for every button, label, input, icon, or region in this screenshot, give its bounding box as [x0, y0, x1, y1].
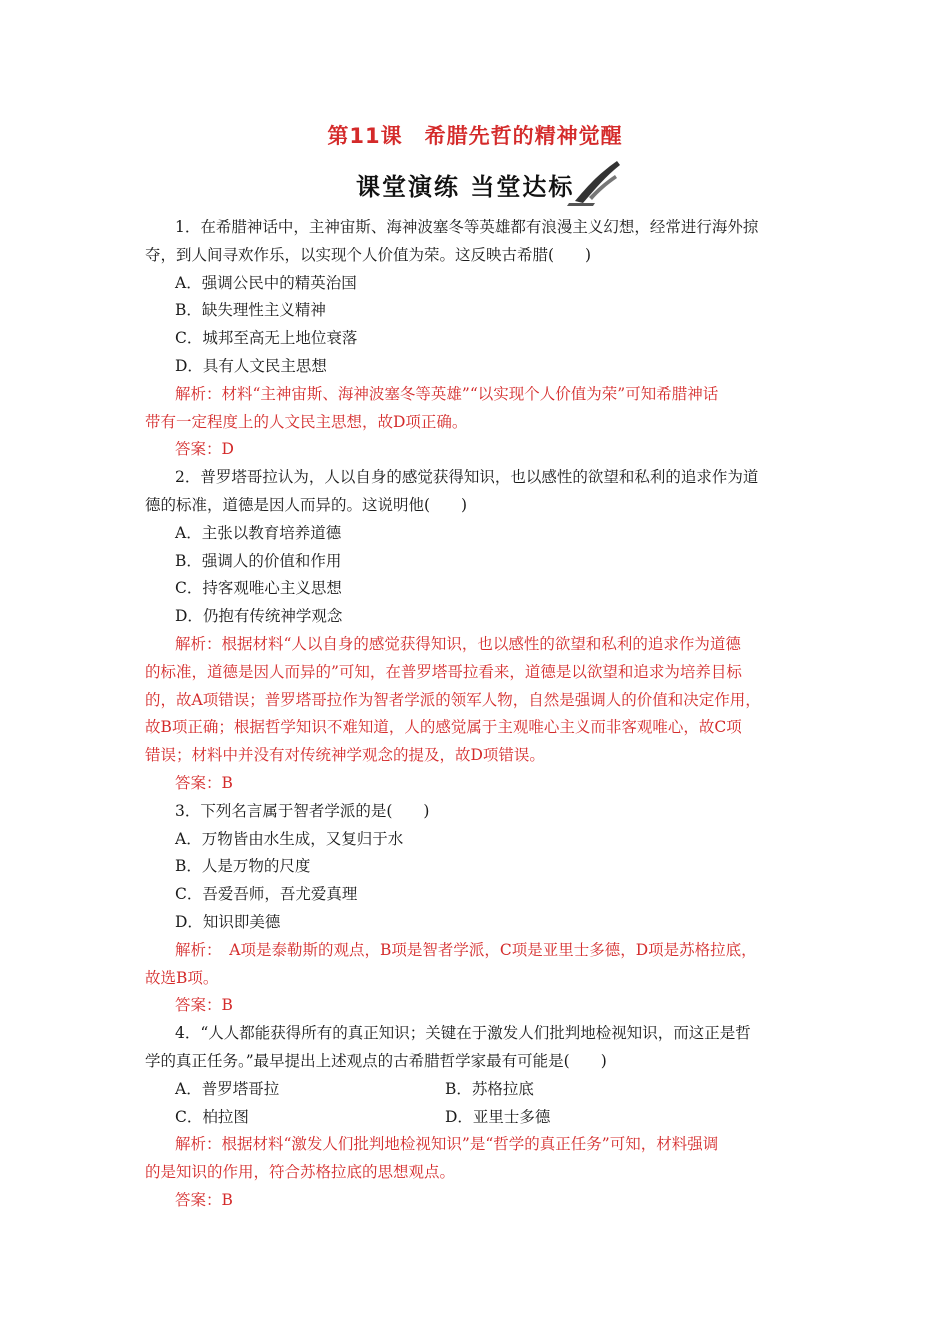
question-block: [145, 464, 810, 798]
option-row: [145, 1104, 810, 1132]
analysis-text: 解析：根据材料“人以自身的感觉获得知识，也以感性的欲望和私利的追求作为道德: [175, 634, 741, 653]
question-stem: 4．“人人都能获得所有的真正知识；关键在于激发人们批判地检视知识，而这正是哲: [175, 1024, 751, 1043]
answer-option: A．普罗塔哥拉: [175, 1079, 280, 1098]
answer-option: D．具有人文民主思想: [175, 356, 327, 375]
answer-option: C．吾爱吾师，吾尤爱真理: [175, 885, 358, 904]
answer-option: C．持客观唯心主义思想: [175, 579, 342, 598]
question-stem: 德的标准，道德是因人而异的。这说明他( ): [145, 495, 468, 514]
answer-key: 答案：B: [175, 773, 233, 792]
answer-key: 答案：B: [175, 996, 233, 1015]
banner-text: 课堂演练 当堂达标: [356, 173, 575, 201]
answer-key: 答案：D: [175, 440, 234, 459]
option-row: [145, 1076, 810, 1104]
answer-option: A．强调公民中的精英治国: [175, 273, 357, 292]
question-stem: 3．下列名言属于智者学派的是( ): [175, 801, 430, 820]
brush-stroke-icon: [565, 157, 625, 207]
answer-option: C．城邦至高无上地位衰落: [175, 329, 358, 348]
analysis-text: 带有一定程度上的人文民主思想，故D项正确。: [145, 412, 468, 431]
analysis-text: 故B项正确；根据哲学知识不难知道，人的感觉属于主观唯心主义而非客观唯心，故C项: [145, 718, 742, 737]
answer-option: C．柏拉图: [175, 1107, 249, 1126]
analysis-text: 的是知识的作用，符合苏格拉底的思想观点。: [145, 1163, 456, 1182]
question-stem: 1．在希腊神话中，主神宙斯、海神波塞冬等英雄都有浪漫主义幻想，经常进行海外掠: [175, 218, 759, 236]
analysis-text: 的，故A项错误；普罗塔哥拉作为智者学派的领军人物，自然是强调人的价值和决定作用，: [145, 690, 761, 709]
question-stem: 夺，到人间寻欢作乐，以实现个人价值为荣。这反映古希腊( ): [145, 245, 592, 264]
analysis-text: 解析：根据材料“激发人们批判地检视知识”是“哲学的真正任务”可知，材料强调: [175, 1135, 719, 1154]
question-block: [145, 1020, 810, 1215]
answer-option: D．亚里士多德: [445, 1107, 551, 1126]
question-block: [145, 214, 810, 464]
answer-option: A．主张以教育培养道德: [175, 523, 342, 542]
question-block: [145, 798, 810, 1020]
analysis-text: 解析：材料“主神宙斯、海神波塞冬等英雄”“以实现个人价值为荣”可知希腊神话: [175, 384, 719, 403]
answer-option: D．知识即美德: [175, 912, 281, 931]
answer-key: 答案：B: [175, 1190, 233, 1209]
analysis-text: 解析： A项是泰勒斯的观点，B项是智者学派，C项是亚里士多德，D项是苏格拉底，: [175, 940, 757, 959]
answer-option: B．人是万物的尺度: [175, 857, 311, 876]
question-stem: 学的真正任务。”最早提出上述观点的古希腊哲学家最有可能是( ): [145, 1051, 607, 1070]
question-stem: 2．普罗塔哥拉认为，人以自身的感觉获得知识，也以感性的欲望和私利的追求作为道: [175, 468, 759, 487]
answer-option: A．万物皆由水生成，又复归于水: [175, 829, 404, 848]
answer-option: B．缺失理性主义精神: [175, 301, 326, 320]
section-banner: [350, 163, 620, 205]
analysis-text: 故选B项。: [145, 968, 219, 987]
answer-option: D．仍抱有传统神学观念: [175, 607, 343, 626]
analysis-text: 错误；材料中并没有对传统神学观念的提及，故D项错误。: [145, 746, 545, 765]
answer-option: B．苏格拉底: [445, 1079, 534, 1098]
question-list: [145, 214, 810, 1215]
analysis-text: 的标准，道德是因人而异的”可知，在普罗塔哥拉看来，道德是以欲望和追求为培养目标: [145, 662, 742, 681]
lesson-title: 第11课 希腊先哲的精神觉醒: [327, 124, 623, 148]
answer-option: B．强调人的价值和作用: [175, 551, 342, 570]
